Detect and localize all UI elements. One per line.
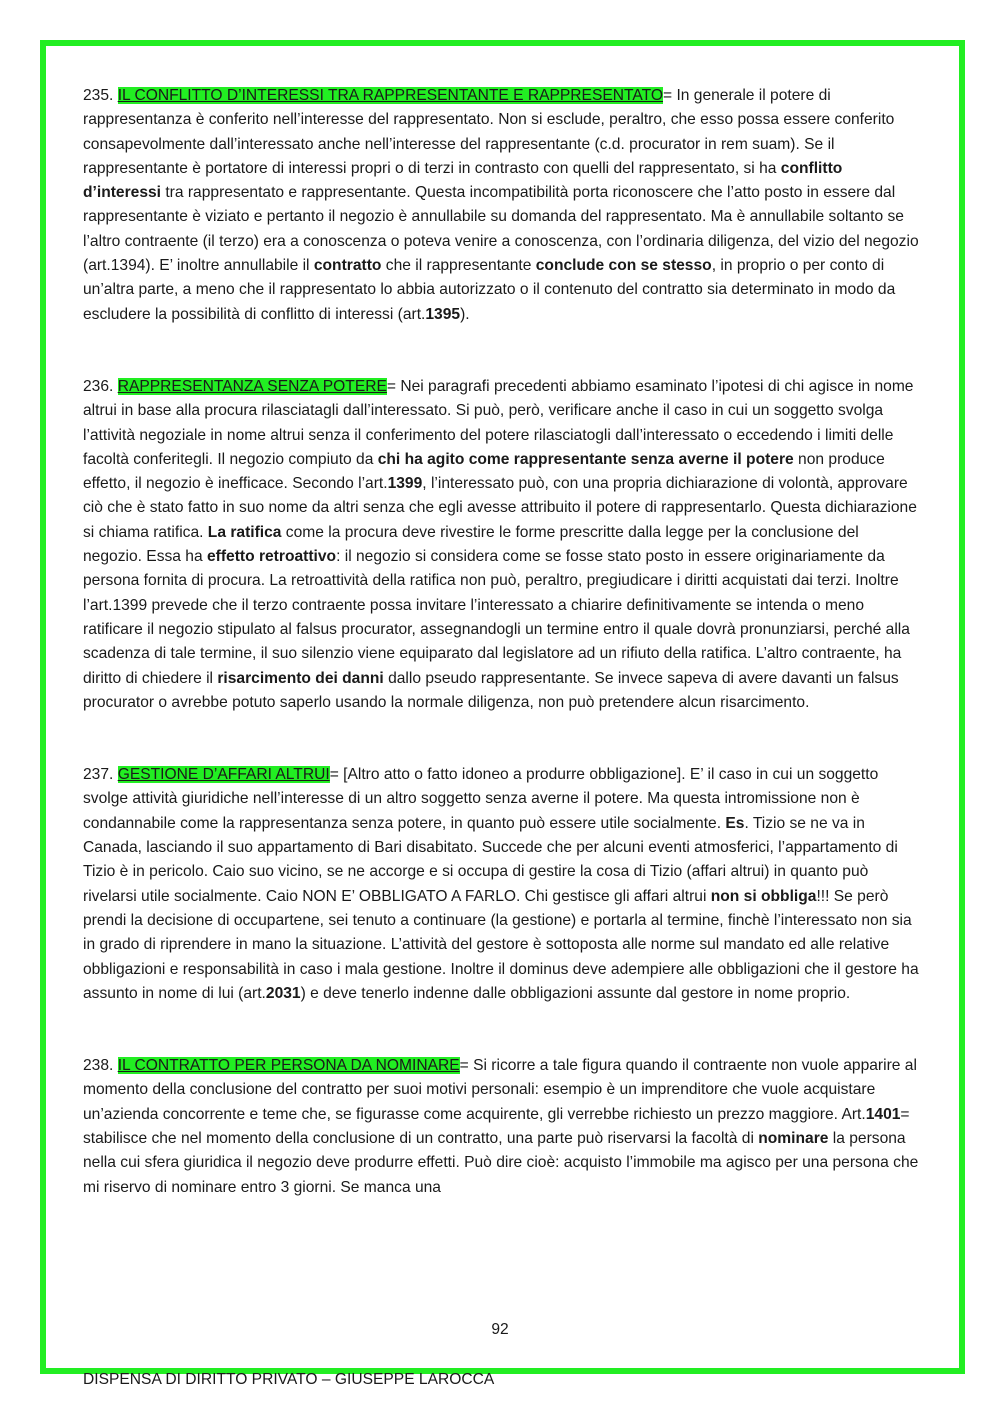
section-title: GESTIONE D’AFFARI ALTRUI	[117, 766, 330, 784]
document-body	[83, 84, 921, 1200]
section-237	[83, 763, 921, 1006]
page-number: 92	[491, 1321, 509, 1338]
section-title: RAPPRESENTANZA SENZA POTERE	[117, 377, 387, 395]
text-run: , in proprio o per conto di un’altra parte, a meno che il rappresentato lo abbia autorizzato o il contenuto del contratto sia determinato in modo da escludere la possibilità di conflitto di interessi (art.	[83, 257, 896, 323]
bold-text: conclude con se stesso	[535, 257, 712, 275]
bold-text: chi ha agito come rappresentante senza averne il potere	[377, 450, 794, 468]
bold-text: La ratifica	[207, 523, 282, 541]
bold-text: non si obbliga	[710, 887, 817, 905]
section-number: 236.	[83, 377, 118, 395]
section-text	[83, 87, 919, 323]
section-text	[83, 1057, 918, 1195]
text-run: la persona nella cui sfera giuridica il negozio deve produrre effetti. Può dire cioè: acquisto l’immobile ma agisco per una persona che mi riservo di nominare entro 3 giorni. Se manca una	[83, 1129, 919, 1196]
text-run: che il rappresentante	[381, 257, 536, 275]
section-text	[83, 766, 919, 1002]
text-run: come la procura deve rivestire le forme prescritte dalla legge per la conclusione del negozio. Essa ha	[83, 523, 859, 566]
section-number: 235.	[83, 87, 118, 104]
paragraph	[83, 84, 921, 327]
text-run: = [Altro atto o fatto idoneo a produrre obbligazione]. E’ il caso in cui un soggetto svolge attività giuridiche nell’interesse di un altro soggetto senza averne il potere. Ma questa intromissione non è condannabile come la rappresentanza senza potere, in quanto può essere utile socialmente.	[83, 766, 879, 832]
text-run: ) e deve tenerlo indenne dalle obbligazioni assunte dal gestore in nome proprio.	[300, 984, 851, 1002]
text-run: tra rappresentato e rappresentante. Questa incompatibilità porta riconoscere che l’atto posto in essere dal rappresentante è viziato e pertanto il negozio è annullabile su domanda del rappresentato. Ma è annullabile soltanto se l’altro contraente (il terzo) era a conoscenza o poteva venire a conoscenza, con l’ordinaria diligenza, del vizio del negozio (art.1394). E’ inoltre annullabile il	[83, 184, 919, 275]
section-236	[83, 375, 921, 715]
text-run: non produce effetto, il negozio è inefficace. Secondo l’art.	[83, 450, 885, 493]
section-number: 237.	[83, 766, 118, 784]
bold-text: nominare	[758, 1129, 829, 1147]
footer-text: DISPENSA DI DIRITTO PRIVATO – GIUSEPPE LAROCCA	[83, 1371, 495, 1388]
bold-text: 1401	[865, 1105, 901, 1123]
section-title: IL CONFLITTO D’INTERESSI TRA RAPPRESENTANTE E RAPPRESENTATO	[117, 87, 663, 104]
text-run: dallo pseudo rappresentante. Se invece sapeva di avere davanti un falsus procurator o avrebbe potuto saperlo usando la normale diligenza, non può pretendere alcun risarcimento.	[83, 669, 899, 711]
text-run: = stabilisce che nel momento della conclusione di un contratto, una parte può riservarsi la facoltà di	[83, 1105, 910, 1147]
text-run: !!! Se però prendi la decisione di occupartene, sei tenuto a continuare (la gestione) e portarla al termine, finchè l’interessato non sia in grado di riprendere in mano la situazione. L’attività del gestore è sottoposta alle norme sul mandato ed alle relative obbligazioni e responsabilità in caso i mala gestione. Inoltre il dominus deve adempiere alle obbligazioni che il gestore ha assunto in nome di lui (art.	[83, 887, 919, 1002]
bold-text: risarcimento dei danni	[217, 669, 384, 687]
bold-text: 2031	[265, 984, 301, 1002]
section-238	[83, 1054, 921, 1200]
text-run: = Si ricorre a tale figura quando il contraente non vuole apparire al momento della conclusione del contratto per suoi motivi personali: esempio è un imprenditore che vuole acquistare un’azienda concorrente e teme che, se figurasse come acquirente, gli verrebbe richiesto un prezzo maggiore. Art.	[83, 1057, 917, 1123]
bold-text: Es	[725, 814, 745, 832]
bold-text: 1395	[425, 305, 461, 323]
section-text	[83, 378, 917, 711]
bold-text: 1399	[387, 475, 423, 493]
bold-text: effetto retroattivo	[206, 548, 337, 566]
text-run: , l’interessato può, con una propria dichiarazione di volontà, approvare ciò che è stato fatto in suo nome da altri senza che egli avesse attribuito il potere di rappresentarlo. Questa dichiarazione si chiama ratifica.	[83, 475, 917, 541]
bold-text: contratto	[313, 257, 382, 275]
text-run: = In generale il potere di rappresentanza è conferito nell’interesse del rappresentato. Non si esclude, peraltro, che esso possa essere conferito consapevolmente dall’interessato anche nell’interesse del rappresentante (c.d. procurator in rem suam). Se il rappresentante è portatore di interessi propri o di terzi in contrasto con quelli del rappresentato, si ha	[83, 87, 895, 177]
text-run: ).	[460, 305, 470, 323]
paragraph	[83, 375, 921, 715]
text-run: = Nei paragrafi precedenti abbiamo esaminato l’ipotesi di chi agisce in nome altrui in base alla procura rilasciatagli dall’interessato. Si può, però, verificare anche il caso in cui un soggetto svolga l’attività negoziale in nome altrui senza il conferimento del potere rilasciatogli dall’interessato o eccedendo i limiti delle facoltà conferitegli. Il negozio compiuto da	[83, 377, 914, 468]
text-run: . Tizio se ne va in Canada, lasciando il suo appartamento di Bari disabitato. Succede che per alcuni eventi atmosferici, l’appartamento di Tizio è in pericolo. Caio suo vicino, se ne accorge e si occupa di gestire la cosa di Tizio (affari altrui) in quanto può rivelarsi utile socialmente. Caio NON E’ OBBLIGATO A FARLO. Chi gestisce gli affari altrui	[83, 814, 898, 905]
section-235	[83, 84, 921, 327]
paragraph	[83, 1054, 921, 1200]
text-run: : il negozio si considera come se fosse stato posto in essere originariamente da persona fornita di procura. La retroattività della ratifica non può, peraltro, pregiudicare i diritti acquistati dai terzi. Inoltre l’art.1399 prevede che il terzo contraente possa invitare l’interessato a chiarire definitivamente se intenda o meno ratificare il negozio stipulato al falsus procurator, assegnandogli un termine entro il quale dovrà pronunziarsi, perché alla scadenza di tale termine, il suo silenzio viene equiparato dal legislatore ad un rifiuto della ratifica. L’altro contraente, ha diritto di chiedere il	[83, 548, 910, 687]
section-number: 238.	[83, 1057, 118, 1075]
paragraph	[83, 763, 921, 1006]
bold-text: conflitto d’interessi	[83, 159, 843, 202]
section-title: IL CONTRATTO PER PERSONA DA NOMINARE	[117, 1057, 460, 1075]
